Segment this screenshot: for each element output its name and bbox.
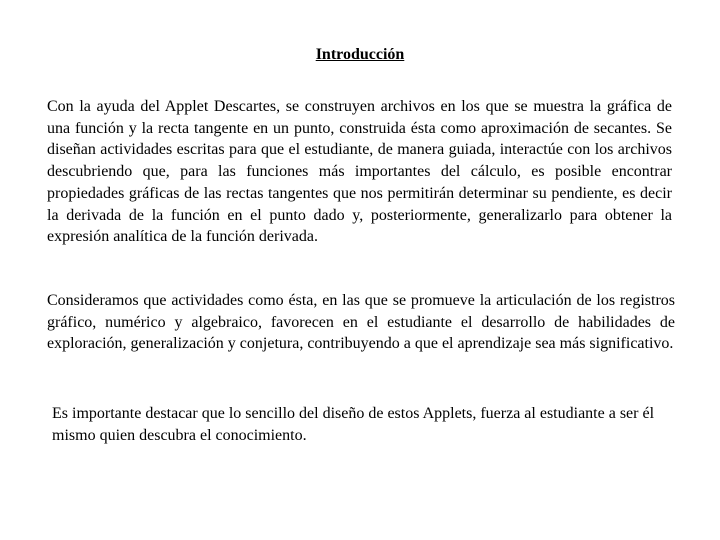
- paragraph-intro: Con la ayuda del Applet Descartes, se construyen archivos en los que se muestra la gráfica de una función y la recta tangente en un punto, construida ésta como aproximación de secantes. Se diseñan actividades escritas para que el estudiante, de manera guiada, interactúe con los archivos descubriendo que, para las funciones más importantes del cálculo, es posible encontrar propiedades gráficas de las rectas tangentes que nos permitirán determinar su pendiente, es decir la derivada de la función en el punto dado y, posteriormente, generalizarlo para obtener la expresión analítica de la función derivada.: [47, 98, 672, 246]
- paragraph-conclusion: Es importante destacar que lo sencillo del diseño de estos Applets, fuerza al estudiante a ser él mismo quien descubra el conocimiento.: [52, 405, 655, 444]
- page-title: Introducción: [315, 46, 405, 63]
- paragraph-activities: Consideramos que actividades como ésta, en las que se promueve la articulación de los registros gráfico, numérico y algebraico, favorecen en el estudiante el desarrollo de habilidades de exploración, generalización y conjetura, contribuyendo a que el aprendizaje sea más significativo.: [47, 292, 675, 353]
